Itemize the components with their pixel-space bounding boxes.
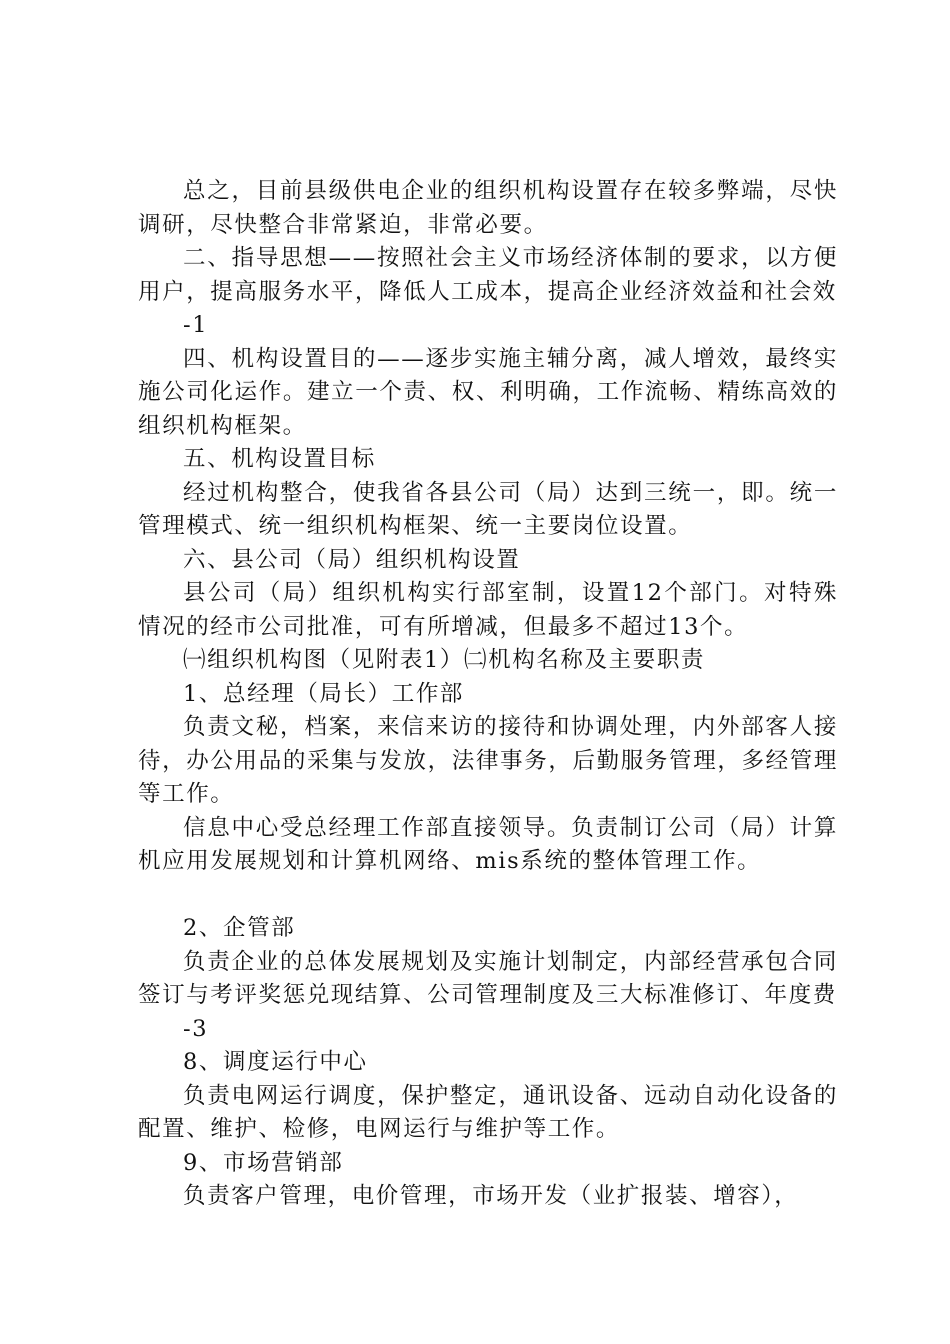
paragraph-info-center: 信息中心受总经理工作部直接领导。负责制订公司（局）计算机应用发展规划和计算机网络、mis系统的整体管理工作。 xyxy=(138,814,838,874)
page-number-marker: -1 xyxy=(183,312,209,338)
heading-enterprise-mgmt: 2、企管部 xyxy=(183,915,296,941)
heading-goal: 五、机构设置目标 xyxy=(183,446,376,472)
paragraph-summary: 总之，目前县级供电企业的组织机构设置存在较多弊端，尽快调研，尽快整合非常紧迫，非常必要。 xyxy=(138,178,838,238)
heading-marketing: 9、市场营销部 xyxy=(183,1149,344,1176)
heading-gm-office: 1、总经理（局长）工作部 xyxy=(183,680,465,707)
paragraph-org-setup: 县公司（局）组织机构实行部室制，设置12个部门。对特殊情况的经市公司批准，可有所增减，但最多不超过13个。 xyxy=(138,580,838,640)
heading-org-setup: 六、县公司（局）组织机构设置 xyxy=(183,546,521,573)
paragraph-purpose: 四、机构设置目的——逐步实施主辅分离，减人增效，最终实施公司化运作。建立一个责、权、利明确，工作流畅、精练高效的组织机构框架。 xyxy=(138,345,838,439)
paragraph-guiding-thought: 二、指导思想——按照社会主义市场经济体制的要求，以方便用户，提高服务水平，降低人工成本，提高企业经济效益和社会效 xyxy=(138,245,838,305)
heading-org-chart: ㈠组织机构图（见附表1）㈡机构名称及主要职责 xyxy=(183,647,706,673)
paragraph-enterprise-mgmt: 负责企业的总体发展规划及实施计划制定，内部经营承包合同签订与考评奖惩兑现结算、公司管理制度及三大标准修订、年度费 xyxy=(138,948,838,1008)
paragraph-gm-office: 负责文秘，档案，来信来访的接待和协调处理，内外部客人接待，办公用品的采集与发放，法律事务，后勤服务管理，多经管理等工作。 xyxy=(138,714,838,807)
paragraph-dispatch-center: 负责电网运行调度，保护整定，通讯设备、远动自动化设备的配置、维护、检修，电网运行与维护等工作。 xyxy=(138,1082,838,1142)
heading-dispatch-center: 8、调度运行中心 xyxy=(183,1049,368,1075)
paragraph-marketing: 负责客户管理，电价管理，市场开发（业扩报装、增容）， xyxy=(183,1183,799,1209)
paragraph-goal: 经过机构整合，使我省各县公司（局）达到三统一，即。统一管理模式、统一组织机构框架、统一主要岗位设置。 xyxy=(138,479,838,539)
page-number-marker: -3 xyxy=(183,1015,209,1042)
document-page xyxy=(138,175,838,1214)
blank-line xyxy=(138,879,838,913)
